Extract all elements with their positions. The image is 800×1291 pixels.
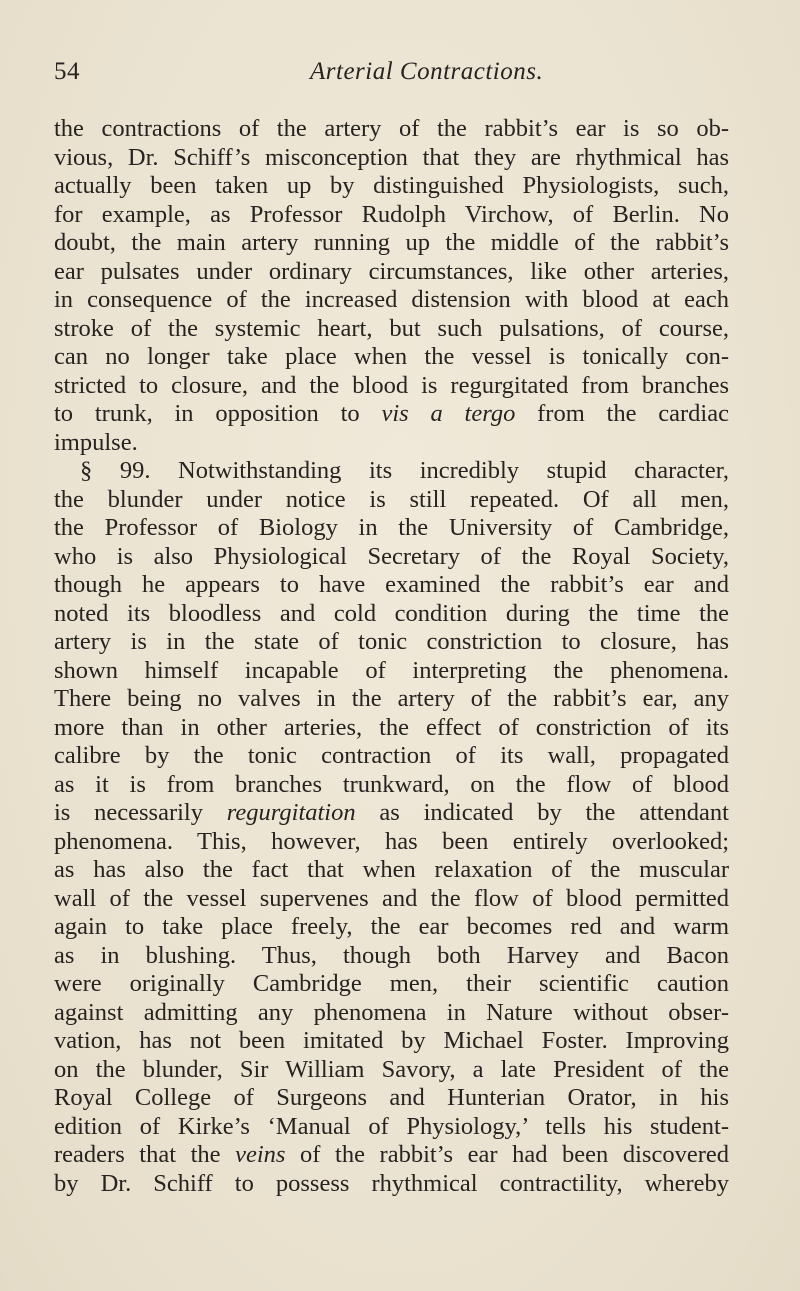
text-line: as has also the fact that when relaxation of the muscular xyxy=(54,856,729,883)
text-line: the Professor of Biology in the University of Cambridge, xyxy=(54,514,729,541)
text-line: actually been taken up by distinguished Physiologists, such, xyxy=(54,172,729,199)
running-head: Arterial Contractions. xyxy=(310,58,544,85)
text-line: edition of Kirke’s ‘Manual of Physiology,’ tells his student- xyxy=(54,1112,729,1140)
text-line: calibre by the tonic contraction of its wall, propagated xyxy=(54,742,729,769)
text-line: to trunk, in opposition to vis a tergo from the cardiac xyxy=(54,400,729,427)
text-line: doubt, the main artery running up the middle of the rabbit’s xyxy=(54,229,729,256)
text-line: as it is from branches trunkward, on the flow of blood xyxy=(54,770,729,798)
page-header xyxy=(54,58,734,94)
text-line: who is also Physiological Secretary of the Royal Society, xyxy=(54,542,729,570)
text-line: can no longer take place when the vessel is tonically con- xyxy=(54,343,729,370)
text-line: though he appears to have examined the rabbit’s ear and xyxy=(54,571,729,598)
text-line: wall of the vessel supervenes and the flow of blood permitted xyxy=(54,884,729,912)
text-line: were originally Cambridge men, their scientific caution xyxy=(54,970,729,997)
text-line: is necessarily regurgitation as indicated by the attendant xyxy=(54,799,729,826)
body-text xyxy=(54,115,729,1198)
text-line: stroke of the systemic heart, but such pulsations, of course, xyxy=(54,314,729,342)
text-line: in consequence of the increased distension with blood at each xyxy=(54,286,729,313)
text-line: the contractions of the artery of the rabbit’s ear is so ob- xyxy=(54,115,729,142)
text-line: readers that the veins of the rabbit’s ear had been discovered xyxy=(54,1141,729,1168)
text-line: more than in other arteries, the effect of constriction of its xyxy=(54,713,729,741)
text-line: Royal College of Surgeons and Hunterian Orator, in his xyxy=(54,1084,729,1111)
text-line: vious, Dr. Schiff’s misconception that they are rhythmical has xyxy=(54,143,729,171)
text-line: phenomena. This, however, has been entirely overlooked; xyxy=(54,827,729,855)
text-line: noted its bloodless and cold condition during the time the xyxy=(54,599,729,627)
paragraph-start: § 99. Notwithstanding its incredibly stupid character, xyxy=(80,457,729,484)
text-line: against admitting any phenomena in Nature without obser- xyxy=(54,998,729,1026)
text-line: There being no valves in the artery of the rabbit’s ear, any xyxy=(54,685,729,712)
italic-phrase: vis a tergo xyxy=(381,400,516,427)
text-line: on the blunder, Sir William Savory, a late President of the xyxy=(54,1055,729,1083)
text-line: again to take place freely, the ear becomes red and warm xyxy=(54,913,729,940)
text-line: impulse. xyxy=(54,428,138,456)
text-line: artery is in the state of tonic constriction to closure, has xyxy=(54,628,729,655)
text-line: ear pulsates under ordinary circumstances, like other arteries, xyxy=(54,257,729,285)
text-line: vation, has not been imitated by Michael Foster. Improving xyxy=(54,1027,729,1054)
text-line: shown himself incapable of interpreting the phenomena. xyxy=(54,656,729,684)
text-line: stricted to closure, and the blood is regurgitated from branches xyxy=(54,371,729,399)
italic-phrase: veins xyxy=(235,1141,286,1168)
page-number: 54 xyxy=(54,58,80,85)
italic-phrase: regurgitation xyxy=(226,799,356,826)
text-line: for example, as Professor Rudolph Virchow, of Berlin. No xyxy=(54,200,729,228)
text-line: the blunder under notice is still repeated. Of all men, xyxy=(54,485,729,513)
text-line: as in blushing. Thus, though both Harvey and Bacon xyxy=(54,941,729,969)
text-line: by Dr. Schiff to possess rhythmical contractility, whereby xyxy=(54,1169,729,1197)
